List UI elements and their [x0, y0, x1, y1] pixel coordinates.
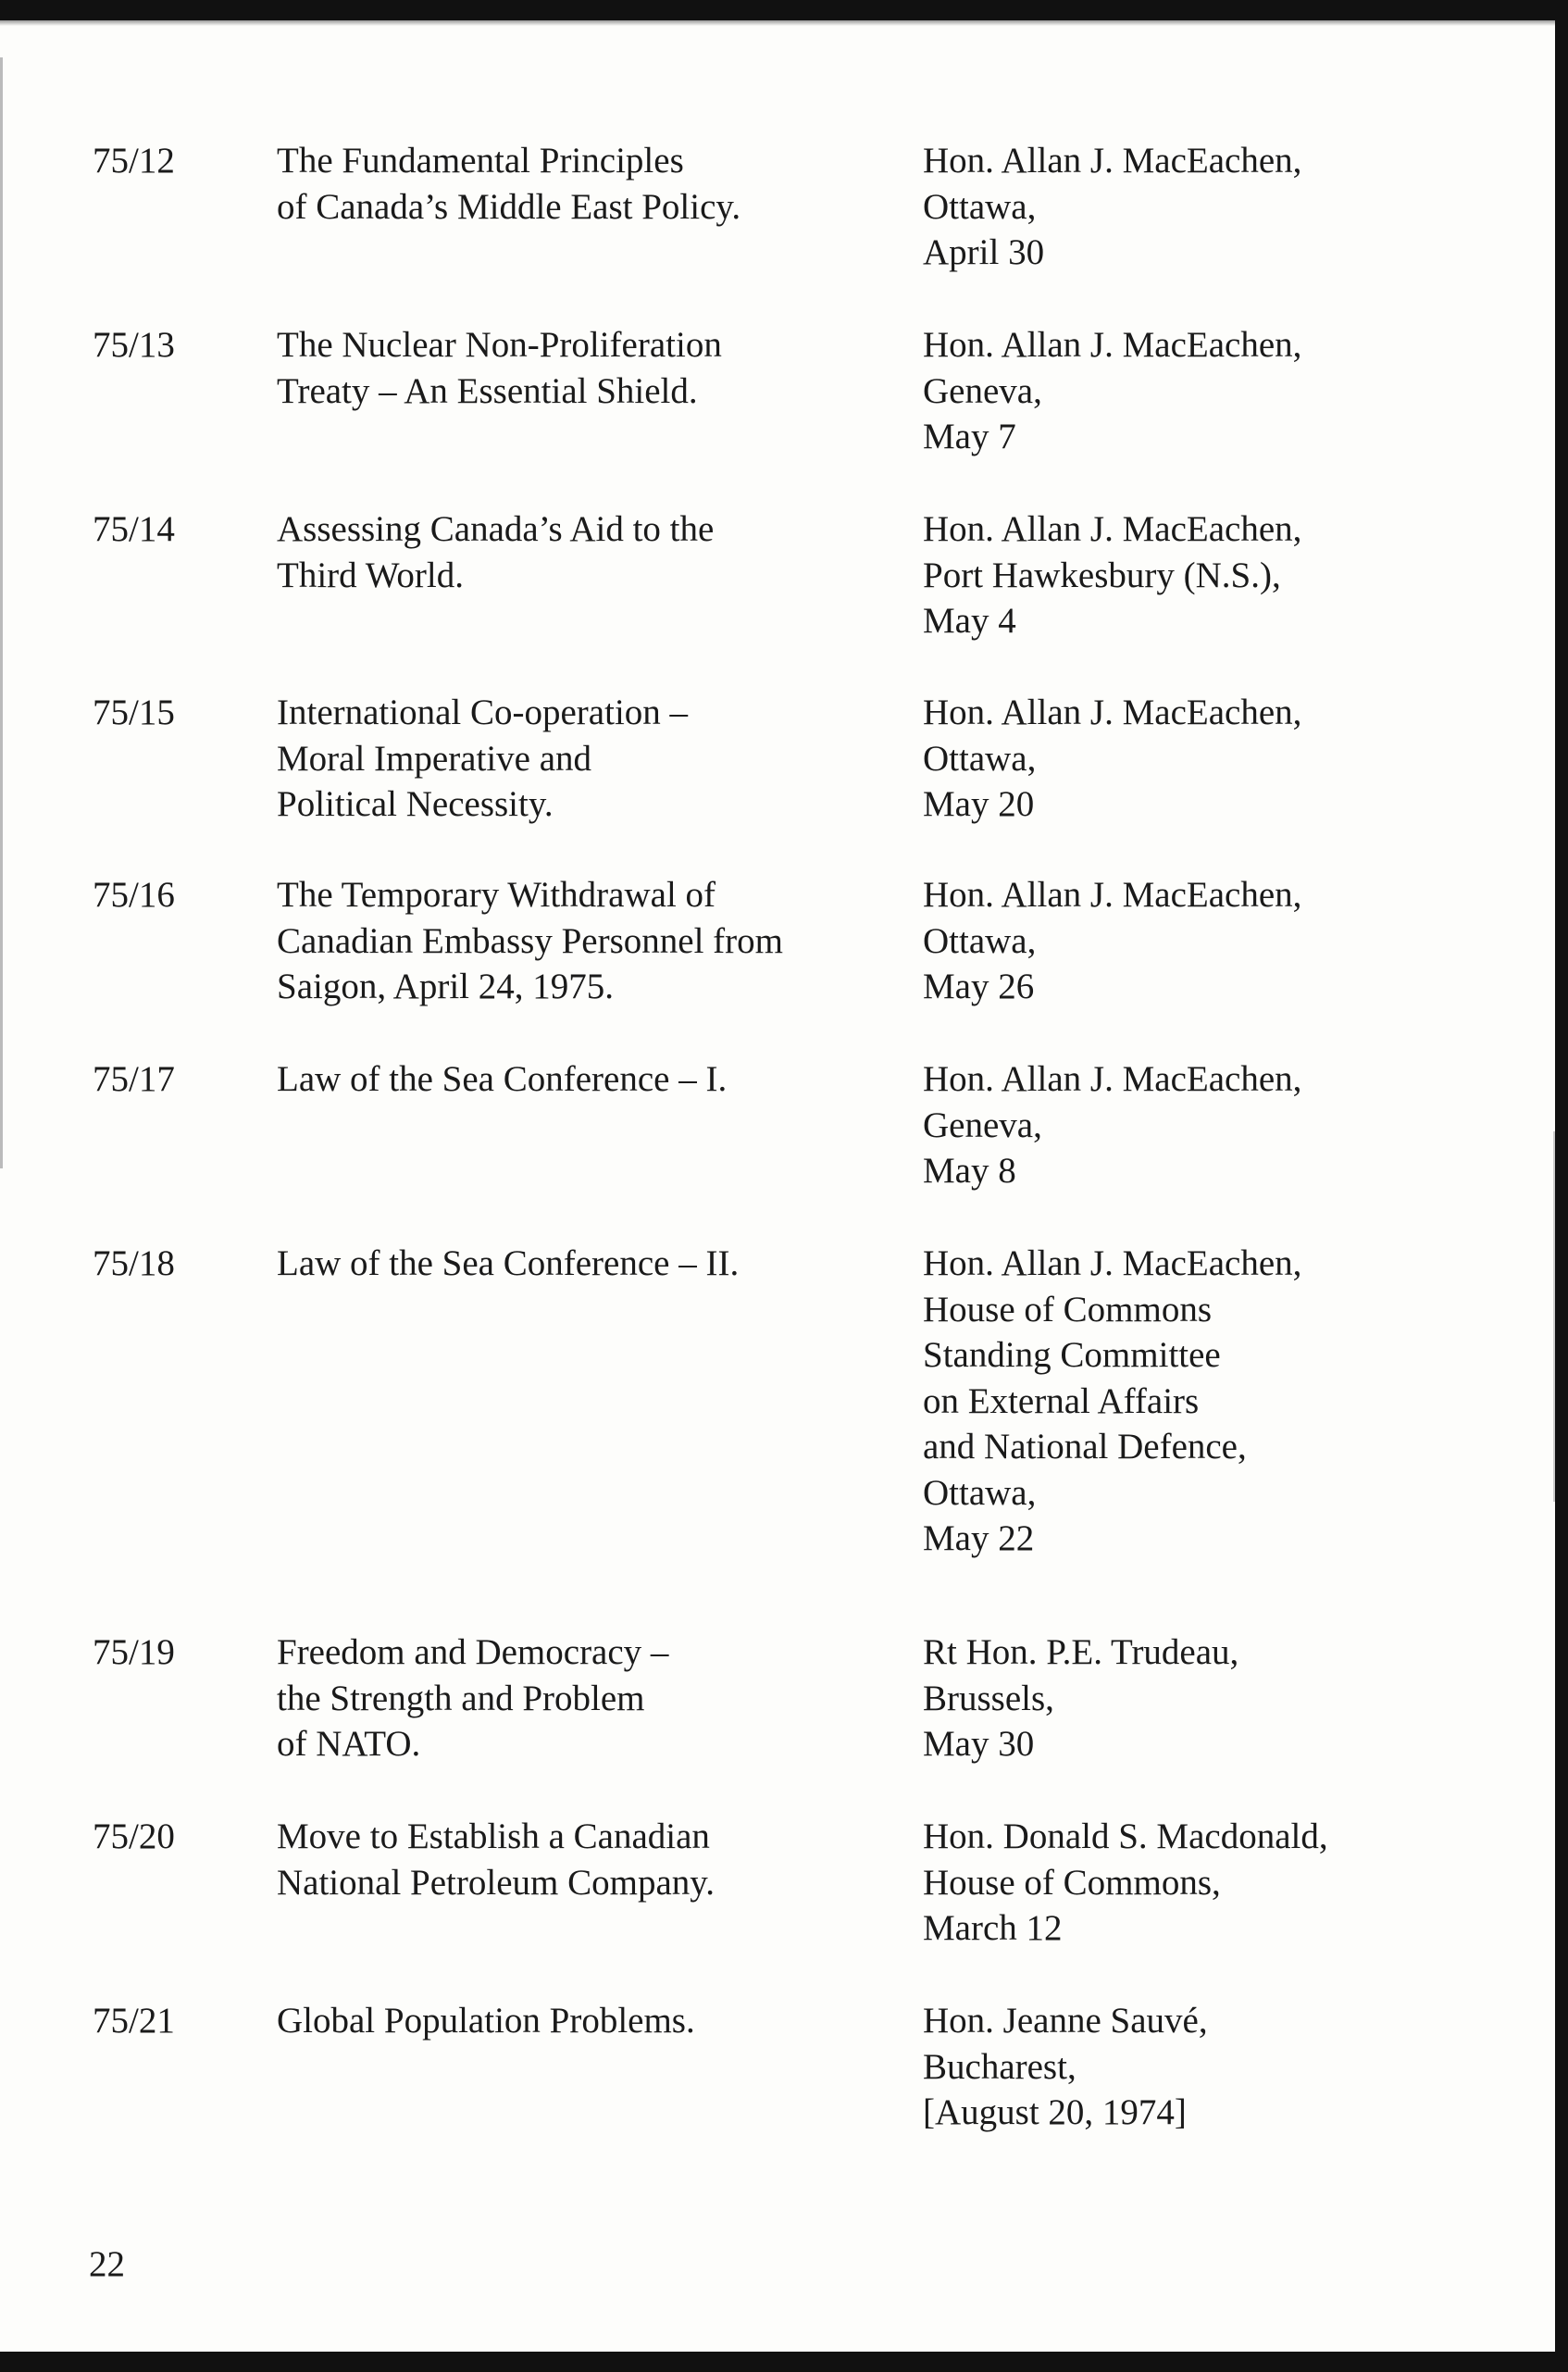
statement-number: 75/16: [93, 875, 175, 915]
title-line: Law of the Sea Conference – II.: [277, 1243, 740, 1283]
speaker-line: May 26: [923, 967, 1035, 1006]
speaker-line: on External Affairs: [923, 1380, 1200, 1421]
page-number: 22: [89, 2244, 125, 2284]
speaker-line: Bucharest,: [923, 2046, 1076, 2087]
speaker-line: May 4: [923, 601, 1016, 641]
statement-title: [277, 1056, 869, 1103]
statement-speaker: [923, 322, 1515, 460]
statement-title: [277, 1814, 869, 1905]
speaker-line: May 8: [923, 1151, 1016, 1191]
title-line: Political Necessity.: [277, 784, 554, 824]
statement-speaker: [923, 506, 1515, 644]
speaker-line: March 12: [923, 1908, 1063, 1948]
title-line: Assessing Canada’s Aid to the: [277, 509, 715, 549]
statement-speaker: [923, 138, 1515, 276]
statement-title: [277, 1998, 869, 2044]
statement-speaker: [923, 1241, 1515, 1562]
title-line: Treaty – An Essential Shield.: [277, 370, 698, 411]
speaker-line: May 22: [923, 1518, 1035, 1558]
statement-number: 75/14: [93, 509, 175, 549]
speaker-line: Standing Committee: [923, 1335, 1221, 1375]
statement-number: 75/19: [93, 1632, 175, 1672]
statement-speaker: [923, 1056, 1515, 1194]
speaker-line: Hon. Allan J. MacEachen,: [923, 875, 1302, 915]
statement-speaker: [923, 1998, 1515, 2136]
speaker-line: Hon. Allan J. MacEachen,: [923, 1243, 1302, 1283]
scan-edge-top: [0, 20, 1555, 26]
speaker-line: and National Defence,: [923, 1427, 1247, 1467]
speaker-line: Geneva,: [923, 1105, 1042, 1145]
speaker-line: Hon. Allan J. MacEachen,: [923, 141, 1302, 181]
speaker-line: Hon. Allan J. MacEachen,: [923, 1059, 1302, 1099]
statement-title: [277, 1241, 869, 1287]
statement-speaker: [923, 1814, 1515, 1952]
speaker-line: Ottawa,: [923, 920, 1037, 961]
speaker-line: Ottawa,: [923, 186, 1037, 227]
statement-speaker: [923, 872, 1515, 1010]
title-line: Canadian Embassy Personnel from: [277, 920, 783, 961]
speaker-line: Ottawa,: [923, 1472, 1037, 1513]
speaker-line: Brussels,: [923, 1678, 1054, 1718]
speaker-line: Hon. Allan J. MacEachen,: [923, 693, 1302, 732]
speaker-line: Geneva,: [923, 370, 1042, 411]
title-line: Moral Imperative and: [277, 738, 592, 779]
speaker-line: May 20: [923, 784, 1035, 824]
scan-border-bottom: [0, 2352, 1568, 2372]
speaker-line: Hon. Donald S. Macdonald,: [923, 1816, 1328, 1856]
document-page: [0, 20, 1555, 2352]
speaker-line: May 30: [923, 1724, 1035, 1764]
statement-title: [277, 138, 869, 230]
title-line: The Temporary Withdrawal of: [277, 875, 716, 915]
title-line: Global Population Problems.: [277, 2001, 695, 2041]
statement-title: [277, 322, 869, 414]
speaker-line: Hon. Jeanne Sauvé,: [923, 2001, 1208, 2041]
speaker-line: House of Commons: [923, 1289, 1212, 1330]
speaker-line: May 7: [923, 417, 1016, 456]
title-line: of NATO.: [277, 1724, 421, 1764]
statement-number: 75/15: [93, 693, 175, 732]
title-line: The Fundamental Principles: [277, 141, 684, 181]
speaker-line: [August 20, 1974]: [923, 2092, 1187, 2132]
title-line: Third World.: [277, 555, 464, 595]
title-line: The Nuclear Non-Proliferation: [277, 325, 722, 365]
speaker-line: Hon. Allan J. MacEachen,: [923, 509, 1302, 549]
title-line: National Petroleum Company.: [277, 1862, 715, 1903]
statement-title: [277, 690, 869, 828]
statement-speaker: [923, 690, 1515, 828]
statement-number: 75/18: [93, 1243, 175, 1283]
statement-number: 75/21: [93, 2001, 175, 2041]
statement-number: 75/13: [93, 325, 175, 365]
title-line: Saigon, April 24, 1975.: [277, 967, 615, 1006]
title-line: Law of the Sea Conference – I.: [277, 1059, 728, 1099]
title-line: Move to Establish a Canadian: [277, 1816, 710, 1856]
statement-number: 75/20: [93, 1816, 175, 1856]
statement-speaker: [923, 1629, 1515, 1767]
title-line: International Co-operation –: [277, 693, 689, 732]
scan-edge-left: [0, 57, 3, 1168]
speaker-line: Port Hawkesbury (N.S.),: [923, 555, 1281, 595]
statement-number: 75/17: [93, 1059, 175, 1099]
statement-title: [277, 506, 869, 598]
title-line: of Canada’s Middle East Policy.: [277, 186, 741, 227]
scan-edge-right: [1553, 1131, 1555, 1502]
speaker-line: April 30: [923, 232, 1045, 272]
statement-title: [277, 1629, 869, 1767]
statement-title: [277, 872, 869, 1010]
speaker-line: Hon. Allan J. MacEachen,: [923, 325, 1302, 365]
title-line: the Strength and Problem: [277, 1678, 645, 1718]
title-line: Freedom and Democracy –: [277, 1632, 669, 1672]
statement-number: 75/12: [93, 141, 175, 181]
speaker-line: Rt Hon. P.E. Trudeau,: [923, 1632, 1239, 1672]
speaker-line: Ottawa,: [923, 738, 1037, 779]
speaker-line: House of Commons,: [923, 1862, 1221, 1903]
